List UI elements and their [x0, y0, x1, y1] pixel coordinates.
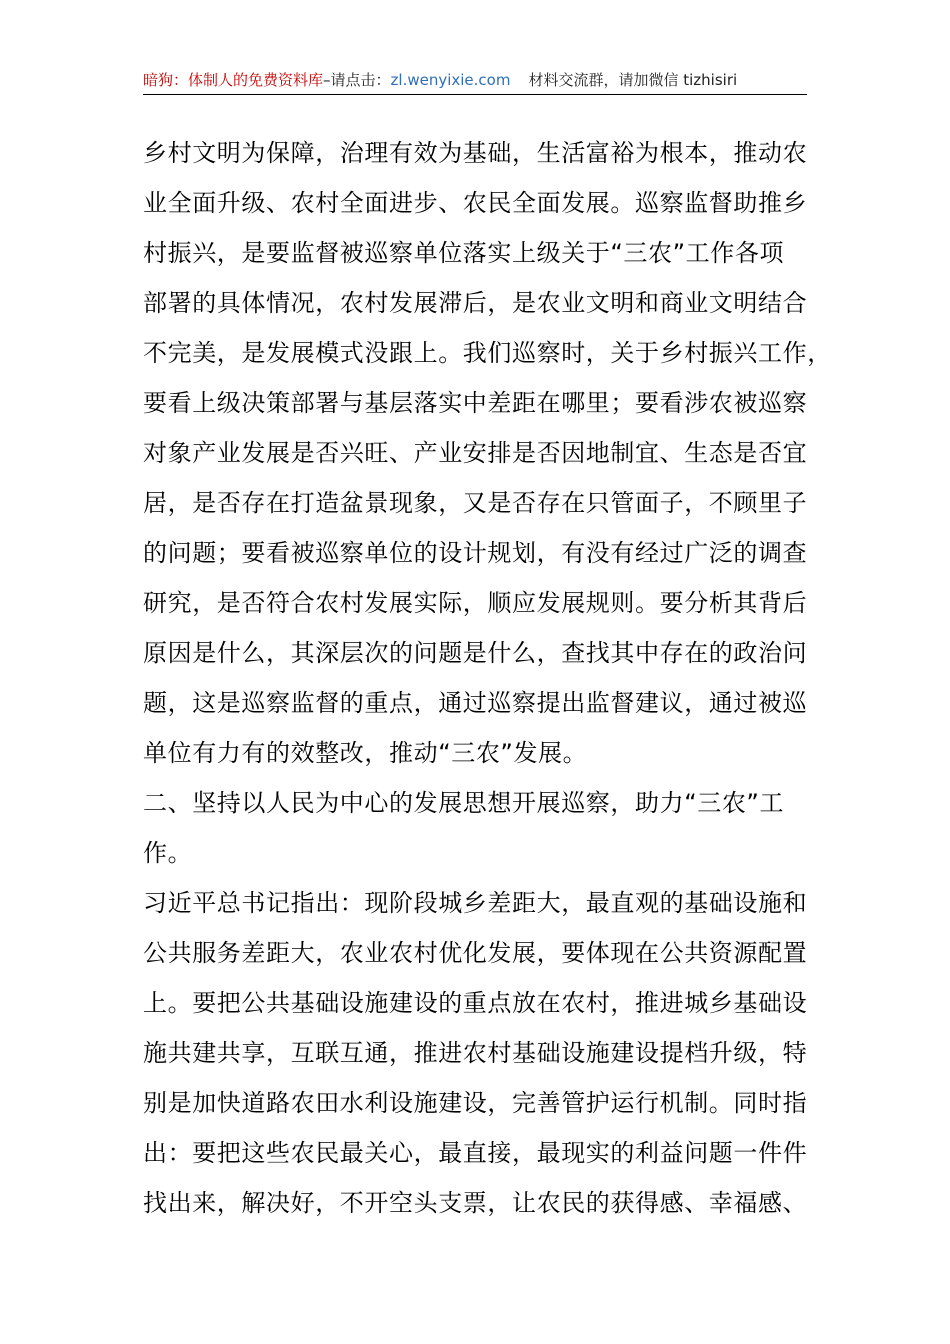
text-line: 的问题；要看被巡察单位的设计规划，有没有经过广泛的调查	[143, 539, 808, 567]
text-line: 上。要把公共基础设施建设的重点放在农村，推进城乡基础设	[143, 989, 808, 1017]
header-brand: 暗狗：体制人的免费资料库	[143, 71, 324, 89]
text-line: 题，这是巡察监督的重点，通过巡察提出监督建议，通过被巡	[143, 689, 808, 717]
text-line: 习近平总书记指出：现阶段城乡差距大，最直观的基础设施和	[143, 889, 808, 917]
text-line: 找出来，解决好，不开空头支票，让农民的获得感、幸福感、	[143, 1189, 808, 1217]
section-heading: 二、坚持以人民为中心的发展思想开展巡察，助力“三农”工	[143, 789, 785, 817]
text-line: 研究，是否符合农村发展实际，顺应发展规则。要分析其背后	[143, 589, 808, 617]
header-divider	[143, 94, 807, 95]
text-line: 别是加快道路农田水利设施建设，完善管护运行机制。同时指	[143, 1089, 808, 1117]
text-line: 要看上级决策部署与基层落实中差距在哪里；要看涉农被巡察	[143, 389, 808, 417]
text-line: 不完美，是发展模式没跟上。我们巡察时，关于乡村振兴工作，	[143, 339, 832, 367]
header-url-link[interactable]: zl.wenyixie.com	[390, 71, 511, 89]
text-line: 村振兴，是要监督被巡察单位落实上级关于“三农”工作各项	[143, 239, 785, 267]
text-line: 单位有力有的效整改，推动“三农”发展。	[143, 739, 588, 767]
text-line: 出：要把这些农民最关心，最直接，最现实的利益问题一件件	[143, 1139, 808, 1167]
page-header	[143, 68, 807, 92]
text-line: 业全面升级、农村全面进步、农民全面发展。巡察监督助推乡	[143, 189, 808, 217]
text-line: 乡村文明为保障，治理有效为基础，生活富裕为根本，推动农	[143, 139, 808, 167]
document-body	[143, 128, 832, 1228]
text-line: 原因是什么，其深层次的问题是什么，查找其中存在的政治问	[143, 639, 808, 667]
text-line: 公共服务差距大，农业农村优化发展，要体现在公共资源配置	[143, 939, 808, 967]
text-line: 对象产业发展是否兴旺、产业安排是否因地制宜、生态是否宜	[143, 439, 808, 467]
text-line: 部署的具体情况，农村发展滞后，是农业文明和商业文明结合	[143, 289, 808, 317]
text-line: 施共建共享，互联互通，推进农村基础设施建设提档升级，特	[143, 1039, 808, 1067]
text-line: 居，是否存在打造盆景现象，又是否存在只管面子，不顾里子	[143, 489, 808, 517]
section-heading-continued: 作。	[143, 839, 193, 867]
header-contact: 材料交流群，请加微信 tizhisiri	[528, 71, 738, 89]
header-click-prompt: –请点击：	[323, 71, 391, 89]
